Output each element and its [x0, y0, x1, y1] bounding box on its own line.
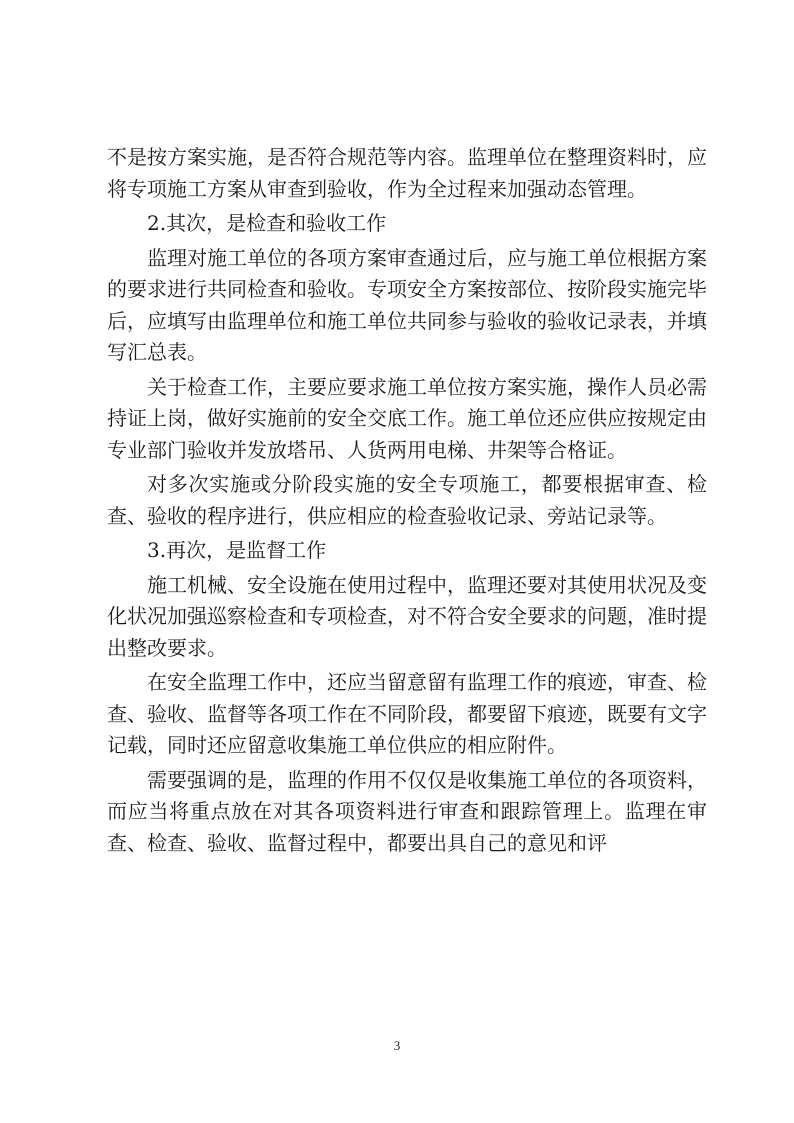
paragraph-emphasis: 需要强调的是，监理的作用不仅仅是收集施工单位的各项资料，而应当将重点放在对其各项资料进行审查和跟踪管理上。监理在审查、检查、验收、监督过程中，都要出具自己的意见和评: [107, 767, 707, 855]
paragraph-phased-construction: 对多次实施或分阶段实施的安全专项施工，都要根据审查、检查、验收的程序进行，供应相应的检查验收记录、旁站记录等。: [107, 472, 707, 528]
paragraph-continuation: 不是按方案实施，是否符合规范等内容。监理单位在整理资料时，应将专项施工方案从审查到验收，作为全过程来加强动态管理。: [107, 145, 707, 201]
page-number: 3: [393, 1038, 401, 1053]
paragraph-inspection-work: 关于检查工作，主要应要求施工单位按方案实施，操作人员必需持证上岗，做好实施前的安全交底工作。施工单位还应供应按规定由专业部门验收并发放塔吊、人货两用电梯、井架等合格证。: [107, 374, 707, 462]
body-text: [107, 142, 707, 859]
paragraph-supervision-work: 施工机械、安全设施在使用过程中，监理还要对其使用状况及变化状况加强巡察检查和专项检查，对不符合安全要求的问题，准时提出整改要求。: [107, 572, 707, 660]
section-heading-supervision: 3.再次，是监督工作: [147, 538, 327, 562]
paragraph-work-traces: 在安全监理工作中，还应当留意留有监理工作的痕迹，审查、检查、验收、监督等各项工作在不同阶段，都要留下痕迹，既要有文字记载，同时还应留意收集施工单位供应的相应附件。: [107, 670, 707, 757]
paragraph-joint-inspection: 监理对施工单位的各项方案审查通过后，应与施工单位根据方案的要求进行共同检查和验收。专项安全方案按部位、按阶段实施完毕后，应填写由监理单位和施工单位共同参与验收的验收记录表，并填写汇总表。: [107, 245, 707, 364]
section-heading-inspection: 2.其次，是检查和验收工作: [147, 211, 387, 235]
